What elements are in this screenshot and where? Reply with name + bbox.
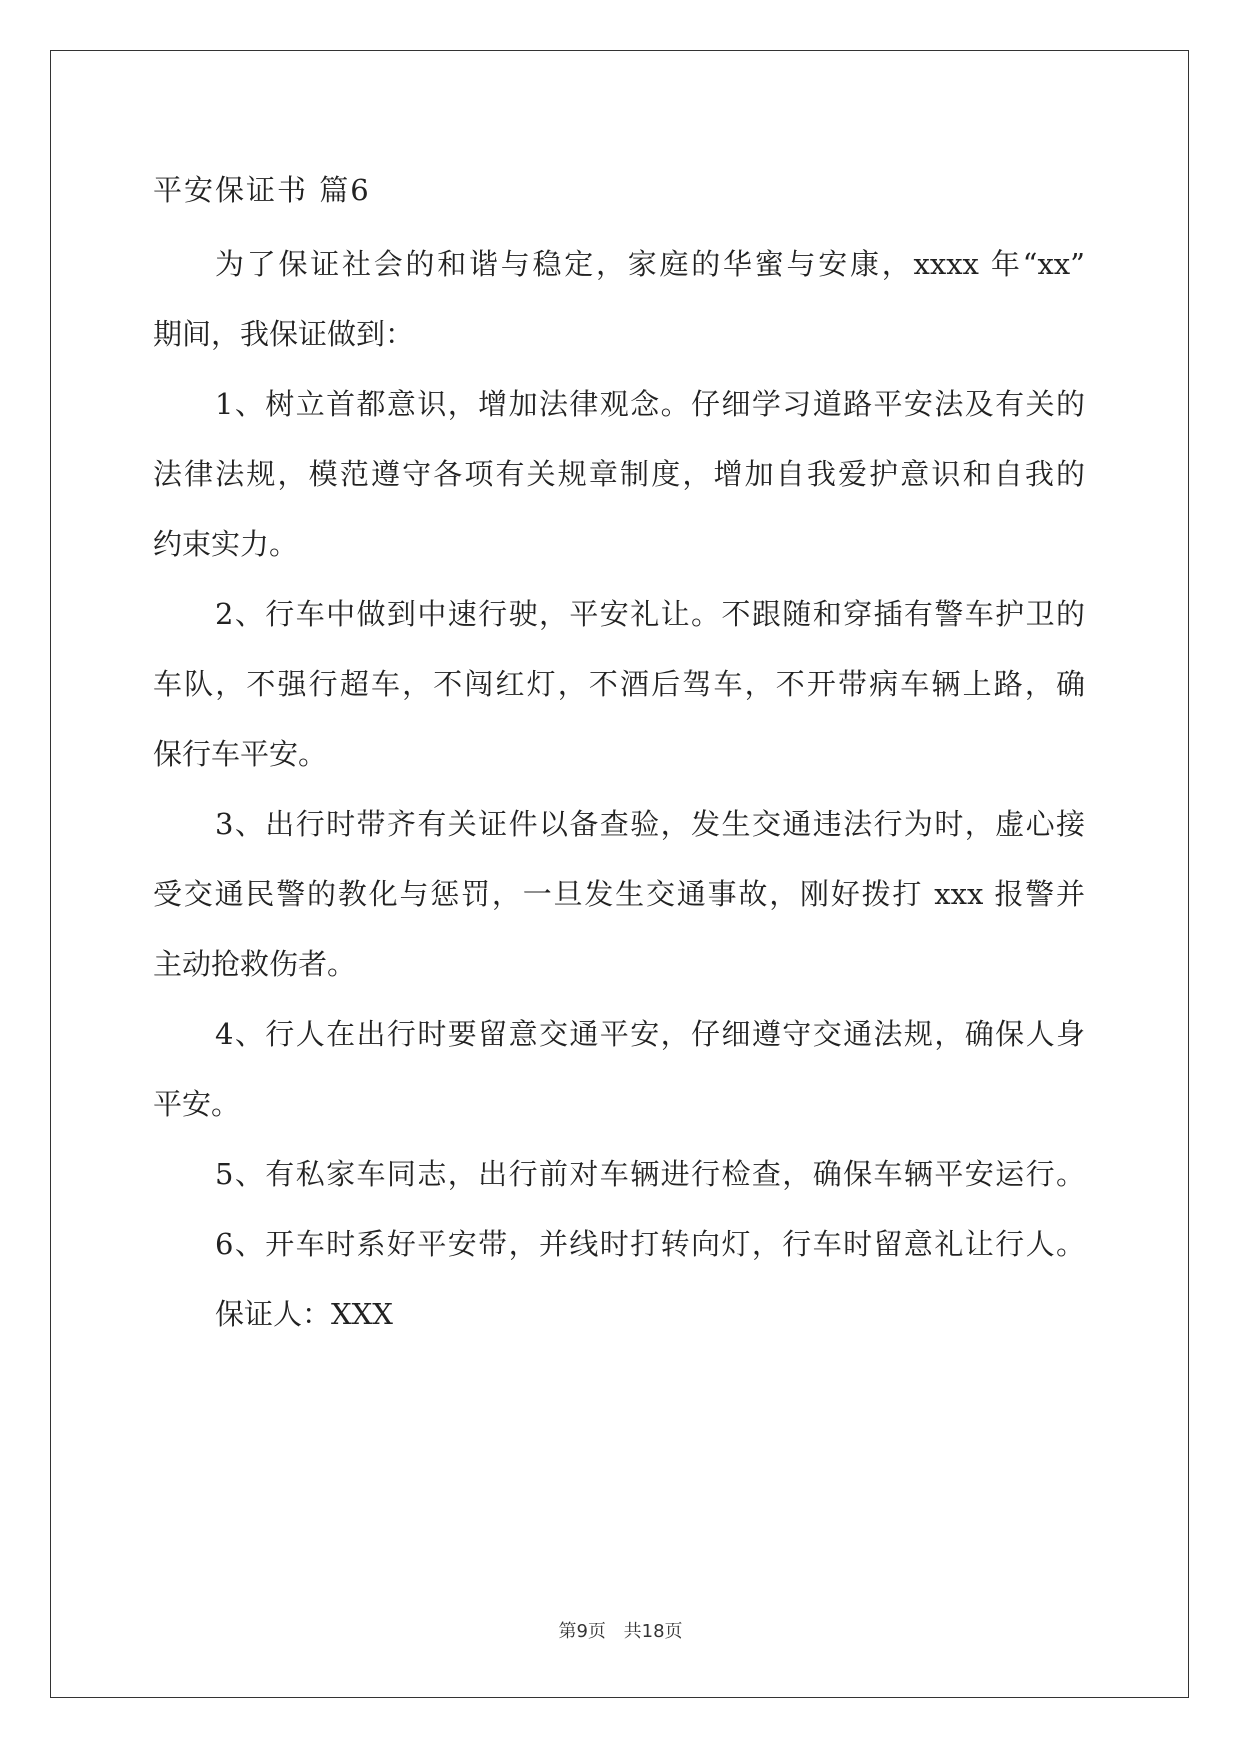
item-3-line-3: 主动抢救伤者。: [153, 947, 357, 981]
page-number: 第9页: [558, 1621, 606, 1642]
item-2-line-2: 车队，不强行超车，不闯红灯，不酒后驾车，不开带病车辆上路，确: [153, 667, 1085, 701]
item-6-line: 6、开车时系好平安带，并线时打转向灯，行车时留意礼让行人。: [215, 1227, 1085, 1261]
paragraph-intro-line-1: 为了保证社会的和谐与稳定，家庭的华蜜与安康，xxxx 年“xx”: [215, 247, 1085, 281]
page-total: 共18页: [623, 1621, 683, 1642]
guarantor-signature: 保证人：XXX: [215, 1297, 393, 1331]
item-2-line-1: 2、行车中做到中速行驶，平安礼让。不跟随和穿插有警车护卫的: [215, 597, 1085, 631]
document-title: 平安保证书 篇6: [153, 173, 371, 207]
item-3-line-1: 3、出行时带齐有关证件以备查验，发生交通违法行为时，虚心接: [215, 807, 1085, 841]
item-5-line: 5、有私家车同志，出行前对车辆进行检查，确保车辆平安运行。: [215, 1157, 1085, 1191]
item-1-line-3: 约束实力。: [153, 527, 299, 561]
item-1-line-2: 法律法规，模范遵守各项有关规章制度，增加自我爱护意识和自我的: [153, 457, 1085, 491]
item-2-line-3: 保行车平安。: [153, 737, 328, 771]
paragraph-intro-line-2: 期间，我保证做到：: [153, 317, 415, 351]
item-4-line-2: 平安。: [153, 1087, 241, 1121]
page-footer: [0, 1620, 1241, 1644]
item-4-line-1: 4、行人在出行时要留意交通平安，仔细遵守交通法规，确保人身: [215, 1017, 1085, 1051]
item-3-line-2: 受交通民警的教化与惩罚，一旦发生交通事故，刚好拨打 xxx 报警并: [153, 877, 1085, 911]
item-1-line-1: 1、树立首都意识，增加法律观念。仔细学习道路平安法及有关的: [215, 387, 1085, 421]
